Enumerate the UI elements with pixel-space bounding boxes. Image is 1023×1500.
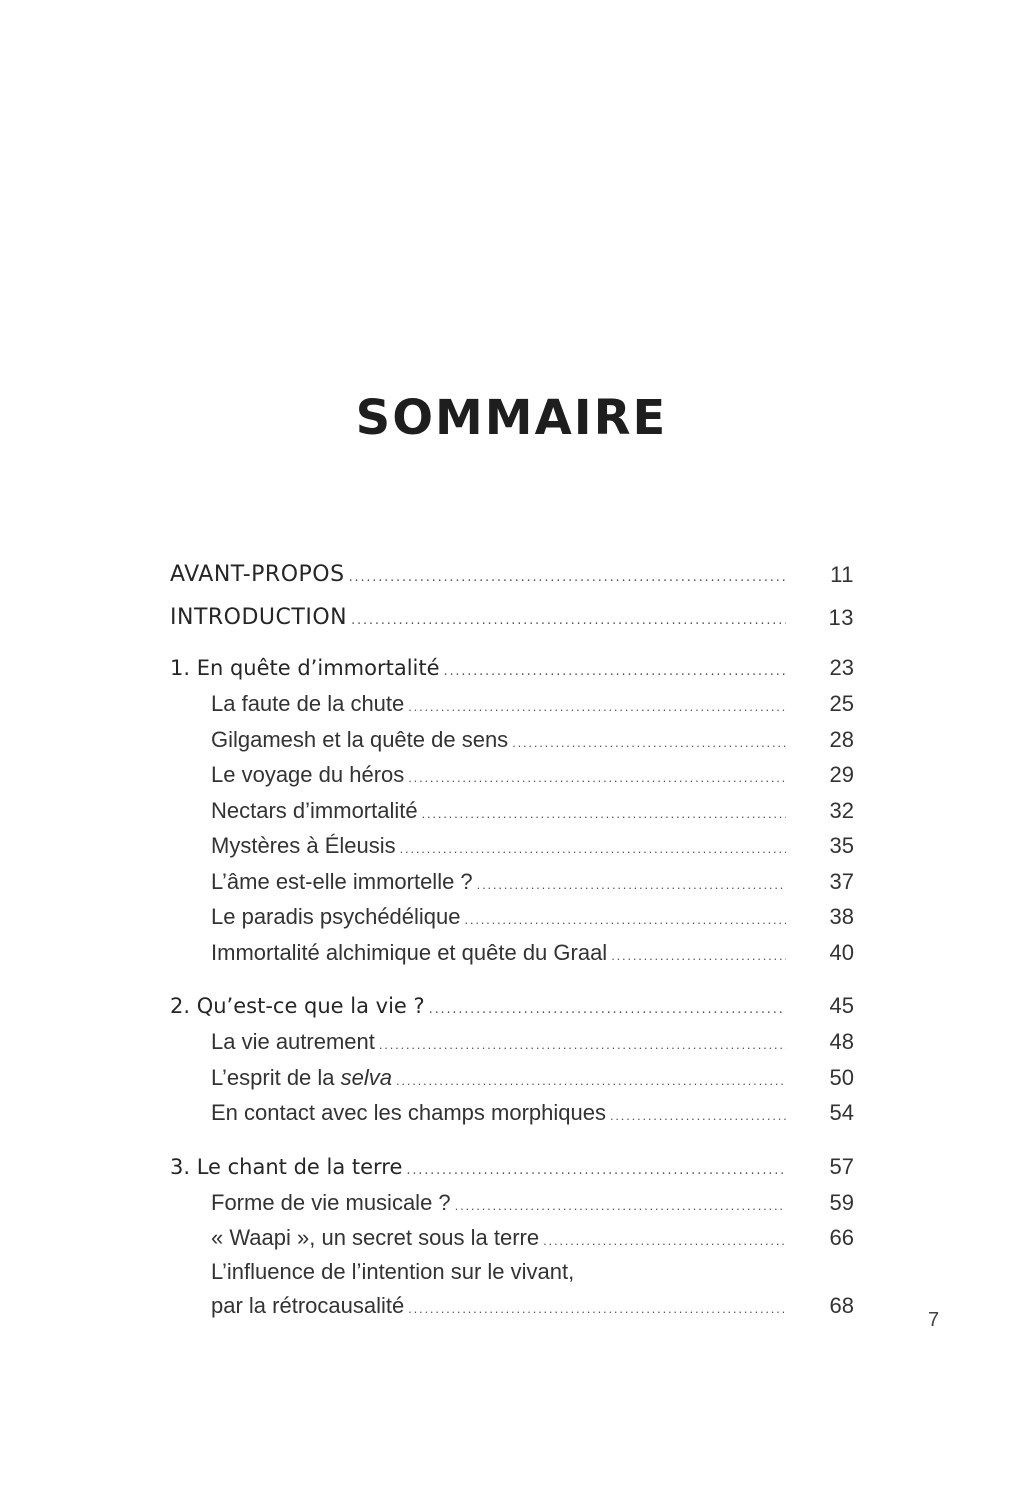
toc-page-number: 50: [829, 1064, 854, 1090]
toc-page-number: 28: [829, 726, 854, 752]
dot-leader: [351, 599, 786, 642]
toc-page-number: 29: [829, 762, 854, 787]
toc-section[interactable]: [170, 1024, 854, 1060]
dot-leader: [429, 992, 786, 1028]
toc-chapter-2[interactable]: [170, 988, 854, 1024]
toc-section[interactable]: [170, 686, 854, 722]
toc-section[interactable]: [170, 757, 854, 793]
toc-section[interactable]: [170, 899, 854, 935]
toc-entry-label: Le voyage du héros: [211, 762, 405, 787]
dot-leader: [400, 831, 786, 867]
toc-chapter-1[interactable]: [170, 650, 854, 686]
toc-page-number: 25: [829, 691, 854, 716]
toc-page-number: 35: [829, 833, 854, 858]
toc-page-number: 59: [829, 1189, 854, 1215]
table-of-contents: [170, 553, 854, 1323]
dot-leader: [396, 1063, 786, 1099]
toc-entry-introduction[interactable]: [170, 596, 854, 639]
dot-leader: [408, 1291, 786, 1327]
toc-section[interactable]: [170, 1095, 854, 1131]
dot-leader: [379, 1027, 786, 1063]
toc-entry-label: [211, 1060, 392, 1096]
toc-section[interactable]: [170, 864, 854, 900]
dot-leader: [422, 796, 786, 832]
dot-leader: [543, 1223, 786, 1259]
toc-entry-label: 3. Le chant de la terre: [170, 1154, 403, 1179]
toc-page-number: 68: [829, 1292, 854, 1318]
toc-page-number: 37: [829, 868, 854, 894]
dot-leader: [408, 689, 786, 725]
toc-entry-avant-propos[interactable]: [170, 553, 854, 596]
toc-page-number: 23: [829, 655, 854, 680]
dot-leader: [512, 725, 786, 761]
toc-section[interactable]: [170, 828, 854, 864]
toc-entry-label: Mystères à Éleusis: [211, 833, 396, 858]
toc-section[interactable]: [170, 1060, 854, 1096]
toc-section[interactable]: [170, 793, 854, 829]
dot-leader: [477, 867, 786, 903]
dot-leader: [465, 902, 786, 938]
toc-section-line2[interactable]: [170, 1288, 854, 1324]
dot-leader: [444, 654, 786, 690]
toc-entry-label: La faute de la chute: [211, 691, 405, 716]
page-title: SOMMAIRE: [355, 390, 668, 446]
toc-entry-label: La vie autrement: [211, 1029, 375, 1054]
toc-entry-label: Immortalité alchimique et quête du Graal: [211, 939, 608, 965]
toc-entry-label: par la rétrocausalité: [211, 1292, 405, 1318]
label-text: L’esprit de la: [211, 1064, 341, 1090]
label-italic: selva: [340, 1064, 392, 1090]
toc-entry-label: L’influence de l’intention sur le vivant,: [211, 1258, 575, 1284]
toc-entry-label: INTRODUCTION: [170, 605, 348, 630]
toc-section[interactable]: [170, 935, 854, 971]
toc-entry-label: AVANT-PROPOS: [170, 562, 345, 587]
toc-entry-label: 2. Qu’est-ce que la vie ?: [170, 994, 425, 1018]
toc-page-number: 48: [829, 1029, 854, 1054]
toc-page-number: 66: [829, 1225, 854, 1250]
toc-entry-label: Nectars d’immortalité: [211, 797, 418, 823]
toc-page-number: 40: [829, 939, 854, 965]
toc-entry-label: Gilgamesh et la quête de sens: [211, 726, 509, 752]
page-folio-number: 7: [928, 1309, 940, 1331]
toc-chapter-3[interactable]: [170, 1149, 854, 1185]
dot-leader: [455, 1188, 786, 1224]
toc-page-number: 45: [829, 993, 854, 1018]
toc-entry-label: Forme de vie musicale ?: [211, 1189, 451, 1215]
toc-section-line1[interactable]: [170, 1256, 854, 1288]
toc-page-number: 57: [829, 1153, 854, 1179]
toc-section[interactable]: [170, 1185, 854, 1221]
toc-page-number: 13: [828, 605, 854, 630]
toc-entry-label: Le paradis psychédélique: [211, 904, 461, 929]
dot-leader: [349, 556, 786, 599]
dot-leader: [406, 1153, 786, 1189]
dot-leader: [611, 938, 786, 974]
toc-section[interactable]: [170, 722, 854, 758]
toc-entry-label: L’âme est-elle immortelle ?: [211, 868, 473, 894]
toc-entry-label: 1. En quête d’immortalité: [170, 656, 440, 680]
dot-leader: [408, 760, 786, 796]
toc-entry-label: En contact avec les champs morphiques: [211, 1100, 606, 1125]
toc-page-number: 32: [829, 797, 854, 823]
dot-leader: [610, 1098, 786, 1134]
toc-page-number: 11: [830, 562, 854, 587]
toc-section[interactable]: [170, 1220, 854, 1256]
toc-page-number: 54: [829, 1100, 854, 1125]
toc-entry-label: « Waapi », un secret sous la terre: [211, 1225, 540, 1250]
toc-page-number: 38: [829, 904, 854, 929]
